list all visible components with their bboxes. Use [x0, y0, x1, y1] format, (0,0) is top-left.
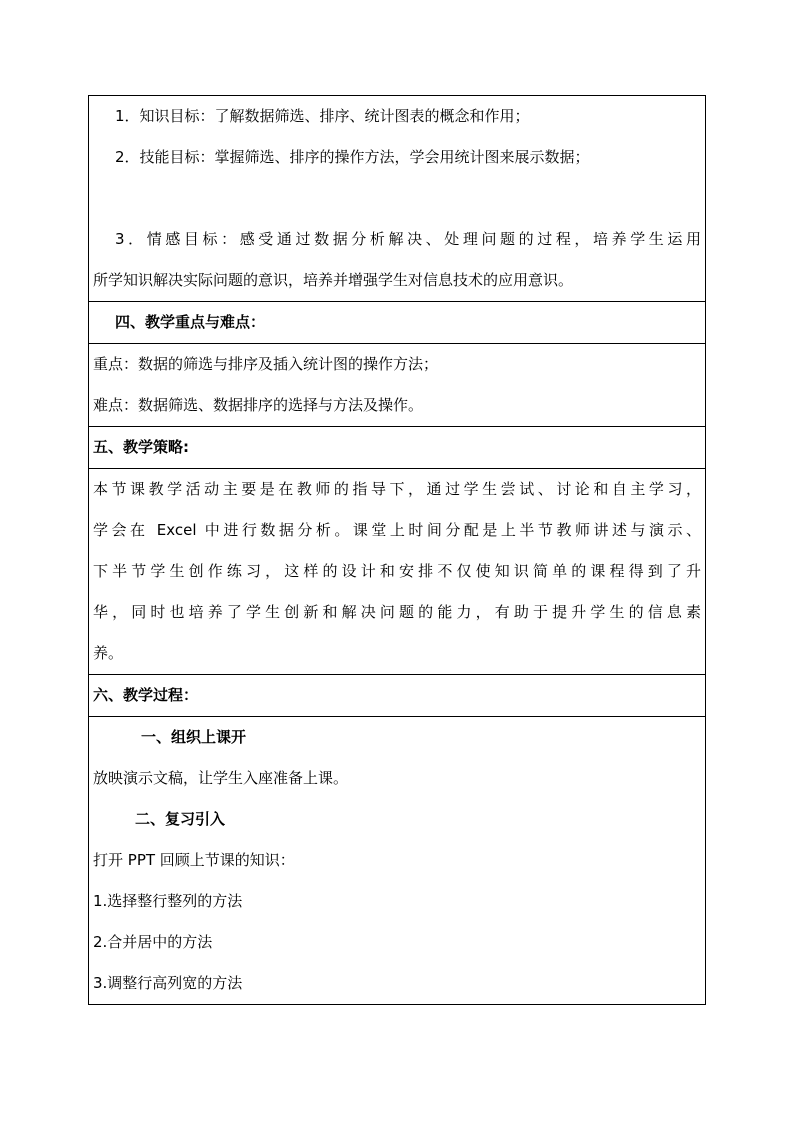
step1-text: 放映演示文稿，让学生入座准备上课。 [93, 769, 349, 787]
strategy-line: 学会在 Excel 中进行数据分析。课堂上时间分配是上半节教师讲述与演示、 [93, 521, 701, 539]
strategy-line: 下半节学生创作练习，这样的设计和安排不仅使知识简单的课程得到了升 [93, 562, 701, 580]
review-item: 3.调整行高列宽的方法 [93, 974, 243, 992]
section6-heading: 六、教学过程： [93, 686, 199, 704]
objectives-cell [89, 96, 705, 301]
section5-heading: 五、教学策略: [93, 438, 189, 456]
section6-content-cell [89, 716, 705, 1004]
review-item: 2.合并居中的方法 [93, 933, 213, 951]
review-item: 1.选择整行整列的方法 [93, 892, 243, 910]
strategy-line: 华，同时也培养了学生创新和解决问题的能力，有助于提升学生的信息素 [93, 603, 701, 621]
objective-emotion-line2: 所学知识解决实际问题的意识，培养并增强学生对信息技术的应用意识。 [93, 271, 574, 289]
step2-text: 打开 PPT 回顾上节课的知识： [93, 851, 295, 869]
objective-knowledge: 1．知识目标：了解数据筛选、排序、统计图表的概念和作用； [115, 107, 530, 125]
strategy-line: 本节课教学活动主要是在教师的指导下，通过学生尝试、讨论和自主学习， [93, 480, 701, 498]
section5-heading-cell [89, 426, 705, 468]
section5-content-cell [89, 468, 705, 674]
section4-content-cell [89, 343, 705, 426]
blank-line [93, 178, 701, 219]
lesson-plan-table [88, 95, 706, 1005]
section4-heading: 四、教学重点与难点： [115, 313, 266, 331]
section6-heading-cell [89, 674, 705, 716]
step2-title: 二、复习引入 [135, 810, 226, 828]
objective-emotion-line1: 3．情感目标：感受通过数据分析解决、处理问题的过程，培养学生运用 [115, 230, 701, 248]
objective-skill: 2．技能目标：掌握筛选、排序的操作方法，学会用统计图来展示数据； [115, 148, 590, 166]
step1-title: 一、组织上课开 [141, 728, 247, 746]
section4-heading-cell [89, 301, 705, 343]
difficulty-point: 难点：数据筛选、数据排序的选择与方法及操作。 [93, 396, 424, 414]
strategy-line: 养。 [93, 644, 124, 662]
key-point: 重点：数据的筛选与排序及插入统计图的操作方法； [93, 355, 439, 373]
